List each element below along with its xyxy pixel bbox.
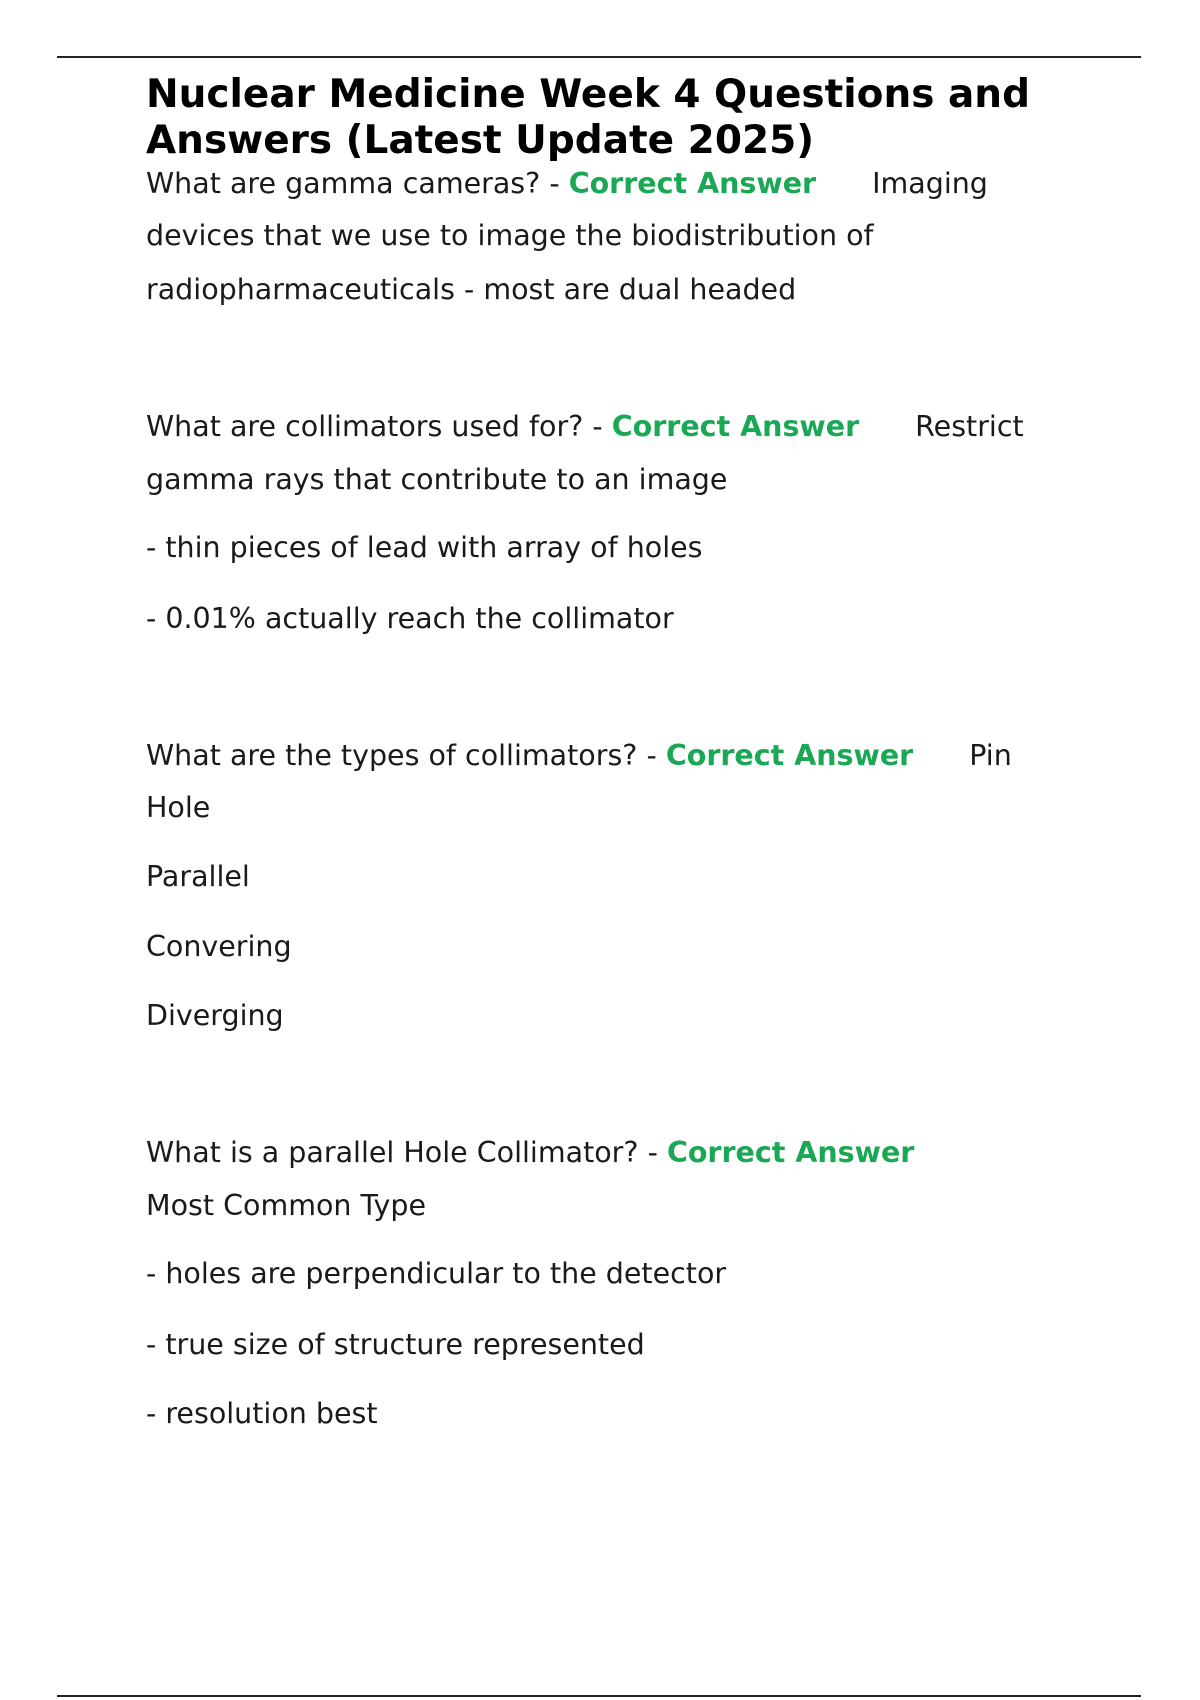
answer-line: Most Common Type [146,1189,426,1222]
question-text: What are the types of collimators? - [146,739,666,772]
title-line-2: Answers (Latest Update 2025) [146,118,815,163]
bottom-rule [57,1695,1141,1697]
answer-line: Hole [146,791,211,824]
question-3 [146,738,1012,774]
title-line-1: Nuclear Medicine Week 4 Questions and [146,72,1030,117]
document-title [146,72,1030,164]
answer-line: Parallel [146,860,250,893]
answer-text: Restrict [915,410,1024,443]
answer-line: Diverging [146,999,284,1032]
question-text: What is a parallel Hole Collimator? - [146,1136,667,1169]
answer-line: - true size of structure represented [146,1328,645,1361]
answer-line: - resolution best [146,1397,378,1430]
top-rule [57,56,1141,58]
answer-line: Convering [146,930,292,963]
answer-line: - thin pieces of lead with array of holes [146,531,703,564]
correct-answer-label: Correct Answer [666,1136,915,1169]
answer-line: - holes are perpendicular to the detector [146,1257,727,1290]
question-4 [146,1135,914,1171]
correct-answer-label: Correct Answer [568,167,817,200]
question-1 [146,166,988,202]
correct-answer-label: Correct Answer [611,410,860,443]
answer-text: Pin [969,739,1012,772]
correct-answer-label: Correct Answer [665,739,914,772]
question-text: What are gamma cameras? - [146,167,569,200]
answer-line: radiopharmaceuticals - most are dual headed [146,273,797,306]
question-2 [146,409,1024,445]
answer-line: - 0.01% actually reach the collimator [146,602,674,635]
answer-line: devices that we use to image the biodistribution of [146,219,874,252]
answer-text: Imaging [872,167,988,200]
question-text: What are collimators used for? - [146,410,612,443]
answer-line: gamma rays that contribute to an image [146,463,728,496]
